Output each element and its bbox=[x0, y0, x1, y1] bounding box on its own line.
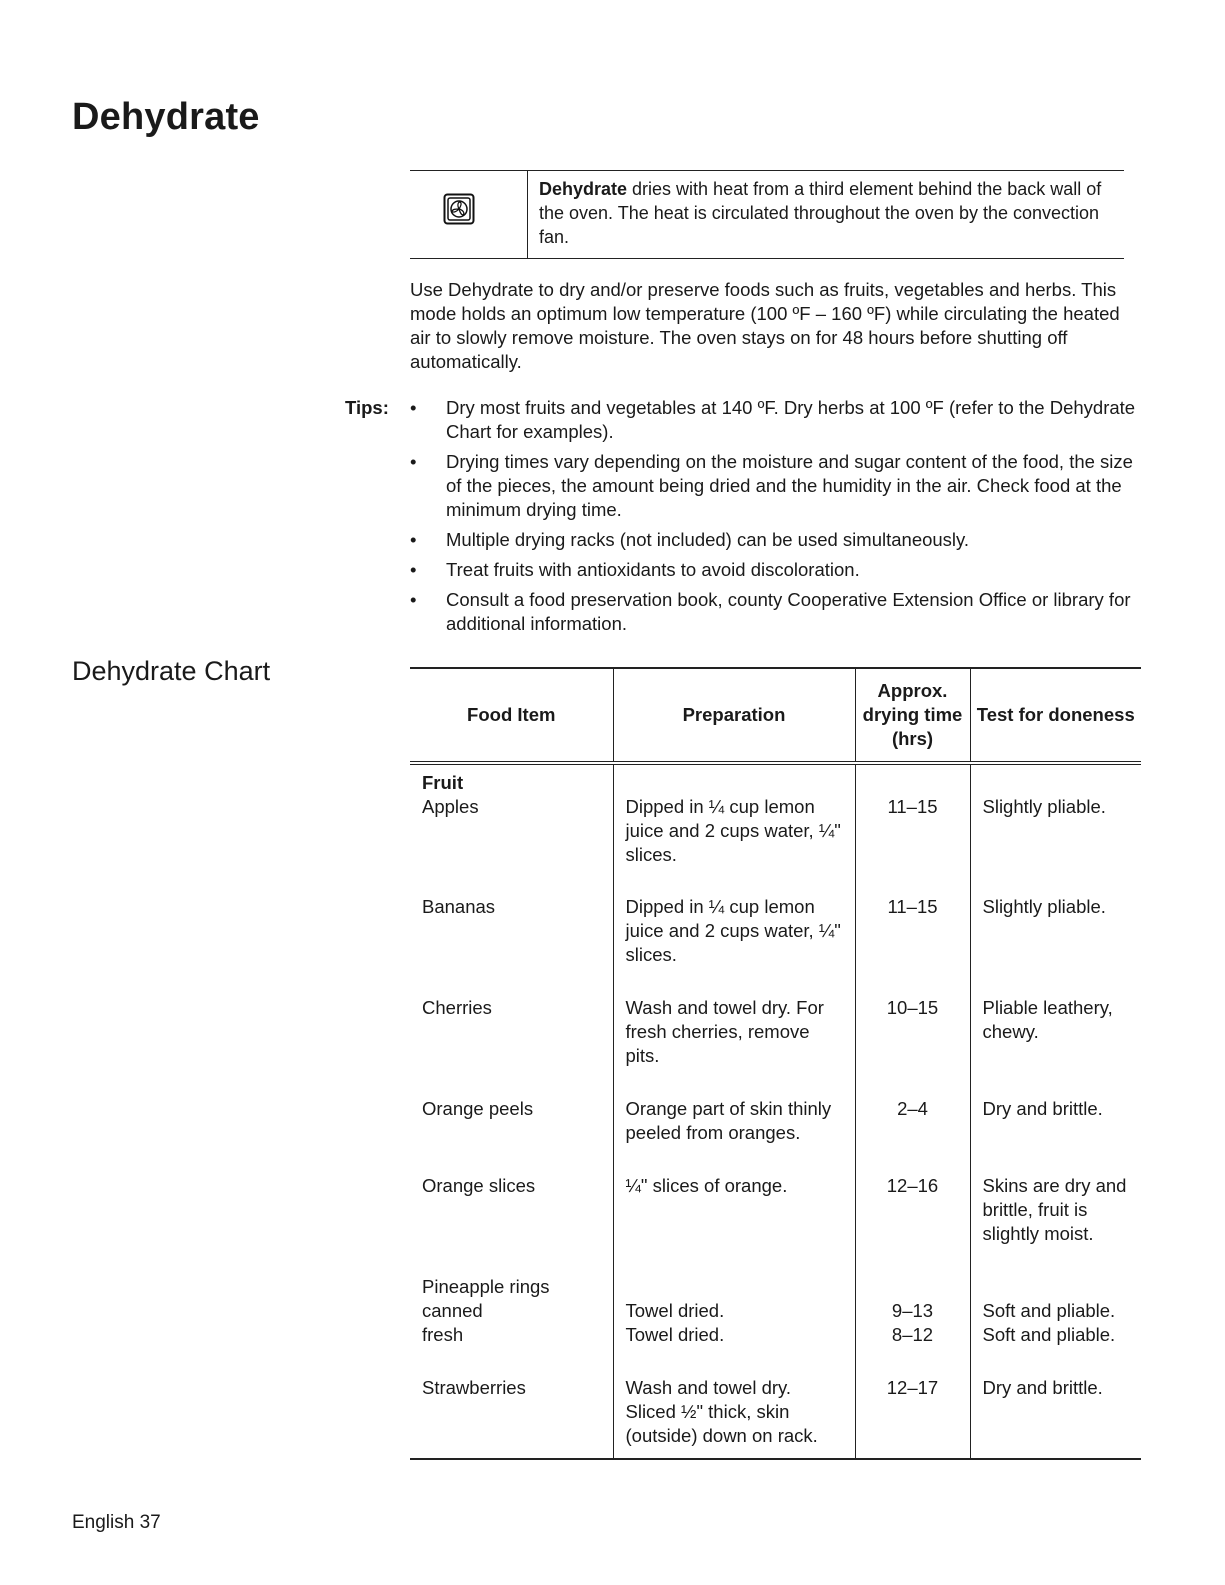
bullet: • bbox=[410, 589, 417, 610]
drying-time: 8–12 bbox=[891, 1324, 934, 1345]
doneness-test: Slightly pliable. bbox=[970, 763, 1141, 895]
preparation: Towel dried. bbox=[625, 1300, 725, 1321]
header-test-doneness: Test for doneness bbox=[970, 668, 1141, 763]
table-row bbox=[410, 996, 1141, 1097]
mode-description-text: dries with heat from a third element behind the back wall of the oven. The heat is circulated throughout the oven by the convection fan. bbox=[539, 179, 1102, 247]
table-row bbox=[410, 1376, 1141, 1459]
bullet: • bbox=[410, 559, 417, 580]
drying-time: 12–17 bbox=[855, 1376, 970, 1459]
header-preparation: Preparation bbox=[613, 668, 855, 763]
preparation: Wash and towel dry. Sliced ½" thick, skin (outside) down on rack. bbox=[613, 1376, 855, 1459]
bullet: • bbox=[410, 529, 417, 550]
drying-time: 12–16 bbox=[855, 1174, 970, 1275]
tip-text: Drying times vary depending on the moisture and sugar content of the food, the size of the pieces, the amount being dried and the humidity in the air. Check food at the minimum drying time. bbox=[446, 451, 1133, 520]
table-row bbox=[410, 1097, 1141, 1174]
food-subitem: fresh bbox=[422, 1324, 464, 1345]
preparation: Dipped in ¼ cup lemon juice and 2 cups water, ¼" slices. bbox=[613, 895, 855, 996]
food-item: Cherries bbox=[422, 997, 492, 1018]
tip-text: Consult a food preservation book, county Cooperative Extension Office or library for additional information. bbox=[446, 589, 1131, 634]
preparation: ¼" slices of orange. bbox=[613, 1174, 855, 1275]
tip-item bbox=[410, 396, 1145, 444]
food-item: Strawberries bbox=[410, 1376, 613, 1459]
page-title: Dehydrate bbox=[72, 96, 260, 138]
food-item: Orange peels bbox=[422, 1098, 534, 1119]
mode-name: Dehydrate bbox=[539, 179, 628, 199]
preparation: Orange part of skin thinly peeled from oranges. bbox=[613, 1097, 855, 1174]
preparation: Dipped in ¼ cup lemon juice and 2 cups water, ¼" slices. bbox=[613, 763, 855, 895]
tip-text: Dry most fruits and vegetables at 140 ºF. Dry herbs at 100 ºF (refer to the Dehydrate Chart for examples). bbox=[446, 397, 1136, 442]
doneness-test: Skins are dry and brittle, fruit is slightly moist. bbox=[970, 1174, 1141, 1275]
tip-item bbox=[410, 528, 1145, 552]
food-subitem: canned bbox=[422, 1300, 483, 1321]
drying-time: 10–15 bbox=[855, 996, 970, 1097]
doneness-test: Dry and brittle. bbox=[970, 1376, 1141, 1459]
mode-icon-cell bbox=[410, 171, 528, 258]
doneness-test: Pliable leathery, chewy. bbox=[970, 996, 1141, 1097]
drying-time: 9–13 bbox=[891, 1300, 934, 1321]
table-row bbox=[410, 763, 1141, 895]
food-item: Pineapple rings bbox=[422, 1276, 550, 1297]
chart-heading: Dehydrate Chart bbox=[72, 656, 271, 686]
doneness-test: Soft and pliable. bbox=[982, 1324, 1116, 1345]
tips-label: Tips: bbox=[345, 397, 389, 418]
table-header-row bbox=[410, 668, 1141, 763]
preparation: Towel dried. bbox=[625, 1324, 725, 1345]
intro-paragraph: Use Dehydrate to dry and/or preserve foods such as fruits, vegetables and herbs. This mode holds an optimum low temperature (100 ºF – 160 ºF) while circulating the heated air to slowly remove moisture. The oven stays on for 48 hours before shutting off automatically. bbox=[410, 279, 1120, 372]
tip-text: Treat fruits with antioxidants to avoid discoloration. bbox=[446, 559, 860, 580]
drying-time: 11–15 bbox=[855, 895, 970, 996]
category-label: Fruit bbox=[422, 772, 464, 793]
drying-time: 11–15 bbox=[855, 763, 970, 895]
food-item: Orange slices bbox=[422, 1175, 536, 1196]
dehydrate-chart-table bbox=[410, 667, 1141, 1460]
doneness-test: Soft and pliable. bbox=[982, 1300, 1116, 1321]
table-row bbox=[410, 1174, 1141, 1275]
tip-item bbox=[410, 558, 1145, 582]
drying-time: 2–4 bbox=[855, 1097, 970, 1174]
tip-item bbox=[410, 588, 1145, 636]
tip-item bbox=[410, 450, 1145, 522]
bullet: • bbox=[410, 397, 417, 418]
tips-list bbox=[410, 396, 1145, 642]
bullet: • bbox=[410, 451, 417, 472]
header-food-item: Food Item bbox=[410, 668, 613, 763]
mode-description bbox=[539, 177, 1114, 249]
page-footer: English 37 bbox=[72, 1512, 161, 1533]
convection-fan-icon bbox=[443, 193, 475, 225]
header-drying-time: Approx. drying time (hrs) bbox=[855, 668, 970, 763]
table-row bbox=[410, 895, 1141, 996]
mode-info-box bbox=[410, 170, 1124, 259]
table-row bbox=[410, 1275, 1141, 1376]
tip-text: Multiple drying racks (not included) can be used simultaneously. bbox=[446, 529, 970, 550]
preparation: Wash and towel dry. For fresh cherries, remove pits. bbox=[613, 996, 855, 1097]
doneness-test: Dry and brittle. bbox=[970, 1097, 1141, 1174]
doneness-test: Slightly pliable. bbox=[970, 895, 1141, 996]
food-item: Bananas bbox=[422, 896, 496, 917]
food-item: Apples bbox=[422, 796, 479, 817]
